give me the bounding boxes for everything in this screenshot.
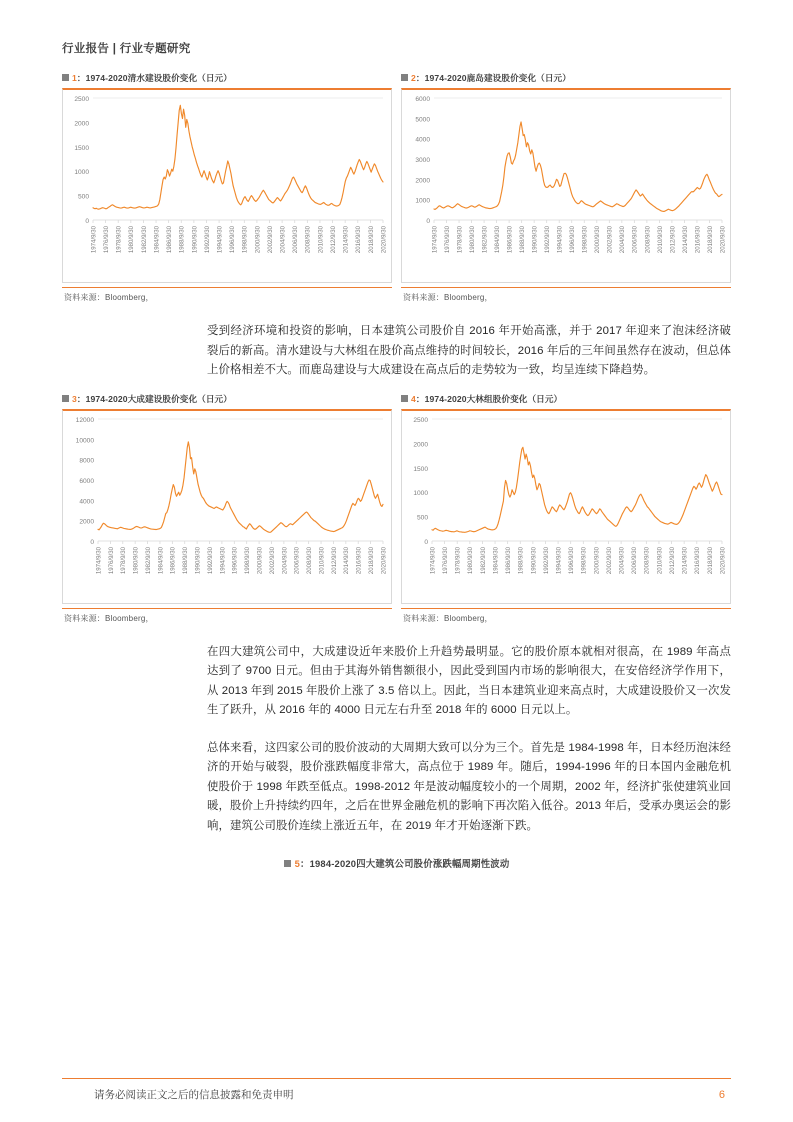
svg-text:1984/9/30: 1984/9/30	[492, 546, 500, 575]
figure-title-2: 鹿岛建设股价变化（日元）	[466, 73, 571, 83]
svg-text:2002/9/30: 2002/9/30	[605, 546, 613, 575]
svg-text:1992/9/30: 1992/9/30	[544, 226, 552, 254]
svg-text:1988/9/30: 1988/9/30	[519, 226, 527, 254]
svg-text:1500: 1500	[74, 144, 89, 152]
svg-text:1984/9/30: 1984/9/30	[157, 546, 165, 575]
svg-text:0: 0	[90, 538, 94, 546]
svg-text:1976/9/30: 1976/9/30	[103, 226, 111, 254]
figure-card-4	[401, 409, 731, 604]
bullet-square-icon	[284, 860, 291, 867]
svg-text:1974/9/30: 1974/9/30	[95, 546, 103, 575]
svg-text:1974/9/30: 1974/9/30	[431, 226, 439, 254]
svg-text:2014/9/30: 2014/9/30	[343, 546, 351, 575]
svg-text:2006/9/30: 2006/9/30	[293, 546, 301, 575]
figure-caption-1	[62, 71, 392, 85]
svg-text:2500: 2500	[74, 96, 89, 103]
footer-page-number: 6	[718, 1088, 725, 1101]
figure-source-3: 资料来源：Bloomberg，	[62, 608, 392, 625]
svg-text:1994/9/30: 1994/9/30	[555, 546, 563, 575]
svg-text:1980/9/30: 1980/9/30	[467, 546, 475, 575]
svg-text:3000: 3000	[415, 157, 430, 164]
svg-text:2016/9/30: 2016/9/30	[694, 226, 702, 254]
svg-text:2000/9/30: 2000/9/30	[256, 546, 264, 575]
svg-text:1000: 1000	[74, 169, 89, 177]
svg-text:1996/9/30: 1996/9/30	[569, 226, 577, 254]
figure-source-2: 资料来源：Bloomberg，	[401, 287, 731, 304]
svg-text:1978/9/30: 1978/9/30	[454, 546, 462, 575]
figure-row-top	[62, 71, 731, 304]
svg-text:8000: 8000	[79, 457, 94, 465]
figure-caption-2	[401, 71, 731, 85]
figure-title-1: 清水建设股价变化（日元）	[127, 73, 232, 83]
svg-text:2014/9/30: 2014/9/30	[342, 226, 350, 254]
svg-text:5000: 5000	[415, 116, 430, 124]
svg-text:500: 500	[77, 193, 89, 201]
svg-text:2018/9/30: 2018/9/30	[367, 226, 375, 254]
figure-range-5: 1984-2020	[309, 858, 357, 870]
svg-text:4000: 4000	[415, 136, 430, 144]
svg-text:10000: 10000	[75, 437, 94, 445]
svg-text:1978/9/30: 1978/9/30	[115, 226, 123, 254]
svg-text:2004/9/30: 2004/9/30	[279, 226, 287, 254]
svg-text:1982/9/30: 1982/9/30	[144, 546, 152, 575]
svg-text:2020/9/30: 2020/9/30	[380, 546, 388, 575]
svg-text:2000/9/30: 2000/9/30	[594, 226, 602, 254]
figure-source-1: 资料来源：Bloomberg，	[62, 287, 392, 304]
figure-block-3	[62, 392, 392, 625]
svg-text:0: 0	[424, 538, 428, 546]
stock-price-line-chart-2	[402, 90, 730, 282]
svg-text:2000: 2000	[74, 120, 89, 128]
bullet-square-icon	[62, 395, 69, 402]
figure-block-1	[62, 71, 392, 304]
svg-text:1994/9/30: 1994/9/30	[216, 226, 224, 254]
svg-text:2002/9/30: 2002/9/30	[266, 226, 274, 254]
figure-row-bottom	[62, 392, 731, 625]
figure-card-2	[401, 88, 731, 283]
page-footer	[62, 1078, 731, 1102]
figure-title-3: 大成建设股价变化（日元）	[127, 393, 232, 404]
svg-text:1974/9/30: 1974/9/30	[90, 226, 98, 254]
svg-text:1986/9/30: 1986/9/30	[506, 226, 514, 254]
svg-text:1982/9/30: 1982/9/30	[140, 226, 148, 254]
figure-block-4	[401, 392, 731, 625]
svg-text:1994/9/30: 1994/9/30	[556, 226, 564, 254]
svg-text:2012/9/30: 2012/9/30	[668, 546, 676, 575]
figure-colon-1: ：	[76, 73, 86, 83]
svg-text:12000: 12000	[75, 416, 94, 424]
svg-text:2018/9/30: 2018/9/30	[368, 546, 376, 575]
svg-text:1996/9/30: 1996/9/30	[568, 546, 576, 575]
chart-area-2	[402, 90, 730, 282]
svg-text:1992/9/30: 1992/9/30	[542, 546, 550, 575]
svg-text:2018/9/30: 2018/9/30	[706, 226, 714, 254]
svg-text:1998/9/30: 1998/9/30	[580, 546, 588, 575]
svg-text:1988/9/30: 1988/9/30	[178, 226, 186, 254]
figure-caption-5	[62, 856, 731, 870]
figure-colon-3: ：	[76, 393, 86, 404]
svg-text:1994/9/30: 1994/9/30	[219, 546, 227, 575]
svg-text:2500: 2500	[413, 416, 428, 424]
svg-text:2010/9/30: 2010/9/30	[656, 226, 664, 254]
svg-text:2010/9/30: 2010/9/30	[656, 546, 664, 575]
figure-5-placeholder	[62, 870, 731, 1040]
figure-number-3: 3	[72, 393, 77, 404]
figure-range-3: 1974-2020	[85, 393, 128, 404]
svg-text:1990/9/30: 1990/9/30	[194, 546, 202, 575]
figure-block-2	[401, 71, 731, 304]
svg-text:1990/9/30: 1990/9/30	[530, 546, 538, 575]
svg-text:1980/9/30: 1980/9/30	[128, 226, 136, 254]
svg-text:1986/9/30: 1986/9/30	[169, 546, 177, 575]
svg-text:2010/9/30: 2010/9/30	[317, 226, 325, 254]
svg-text:1990/9/30: 1990/9/30	[191, 226, 199, 254]
svg-text:2004/9/30: 2004/9/30	[619, 226, 627, 254]
svg-text:2010/9/30: 2010/9/30	[318, 546, 326, 575]
svg-text:6000: 6000	[415, 96, 430, 103]
svg-text:6000: 6000	[79, 477, 94, 485]
svg-text:1986/9/30: 1986/9/30	[166, 226, 174, 254]
svg-text:2008/9/30: 2008/9/30	[306, 546, 314, 575]
svg-text:2008/9/30: 2008/9/30	[304, 226, 312, 254]
svg-text:1996/9/30: 1996/9/30	[231, 546, 239, 575]
svg-text:1998/9/30: 1998/9/30	[241, 226, 249, 254]
figure-title-5: 四大建筑公司股价涨跌幅周期性波动	[356, 858, 510, 870]
svg-text:1986/9/30: 1986/9/30	[505, 546, 513, 575]
chart-area-3	[63, 411, 391, 603]
svg-text:2000/9/30: 2000/9/30	[254, 226, 262, 254]
svg-text:2000: 2000	[79, 518, 94, 526]
figure-number-2: 2	[411, 73, 416, 83]
figure-card-1	[62, 88, 392, 283]
figure-card-3	[62, 409, 392, 604]
figure-colon-4: ：	[415, 393, 425, 404]
svg-text:2012/9/30: 2012/9/30	[330, 546, 338, 575]
svg-text:0: 0	[426, 218, 430, 225]
figure-range-1: 1974-2020	[85, 73, 128, 83]
svg-text:1992/9/30: 1992/9/30	[206, 546, 214, 575]
svg-text:2004/9/30: 2004/9/30	[281, 546, 289, 575]
svg-text:2020/9/30: 2020/9/30	[719, 226, 727, 254]
paragraph-1: 受到经济环境和投资的影响，日本建筑公司股价自 2016 年开始高涨，并于 2017 年迎来了泡沫经济破裂后的新高。清水建设与大林组在股价高点维持的时间较长，2016 年后的三年间虽然存在波动，但总体上价格相差不大。而鹿岛建设与大成建设在高点后的走势较为一致，均呈连续下降趋势。	[207, 325, 731, 376]
svg-text:2008/9/30: 2008/9/30	[644, 226, 652, 254]
chart-area-1	[63, 90, 391, 282]
svg-text:2020/9/30: 2020/9/30	[380, 226, 388, 254]
svg-text:2016/9/30: 2016/9/30	[355, 226, 363, 254]
svg-text:2018/9/30: 2018/9/30	[706, 546, 714, 575]
svg-text:1996/9/30: 1996/9/30	[229, 226, 237, 254]
stock-price-line-chart-4	[402, 411, 730, 603]
svg-text:1980/9/30: 1980/9/30	[468, 226, 476, 254]
svg-text:1998/9/30: 1998/9/30	[244, 546, 252, 575]
svg-text:2002/9/30: 2002/9/30	[268, 546, 276, 575]
figure-caption-3	[62, 392, 392, 406]
page-header: 行业报告 | 行业专题研究	[62, 43, 191, 55]
bullet-square-icon	[62, 74, 69, 81]
svg-text:2012/9/30: 2012/9/30	[669, 226, 677, 254]
svg-text:500: 500	[416, 514, 428, 522]
svg-text:1976/9/30: 1976/9/30	[107, 546, 115, 575]
footer-disclaimer: 请务必阅读正文之后的信息披露和免责申明	[94, 1089, 294, 1101]
svg-text:2000/9/30: 2000/9/30	[593, 546, 601, 575]
svg-text:2000: 2000	[415, 177, 430, 185]
svg-text:2020/9/30: 2020/9/30	[719, 546, 727, 575]
bullet-square-icon	[401, 395, 408, 402]
svg-text:1992/9/30: 1992/9/30	[203, 226, 211, 254]
bullet-square-icon	[401, 74, 408, 81]
paragraph-3: 总体来看，这四家公司的股价波动的大周期大致可以分为三个。首先是 1984-1998 年，日本经历泡沫经济的开始与破裂，股价涨跌幅度非常大，高点位于 1989 年。随后，1994-1996 年的日本国内金融危机使股价于 1998 年跌至低点。1998-2012 年是波动幅度较小的一个周期，2002 年，经济扩张使建筑业回暖，股价上升持续约四年，之后在世界金融危机的影响下再次陷入低谷。2013 年后，受承办奥运会的影响，建筑公司股价连续上涨近五年，在 2019 年才开始逐渐下跌。	[207, 741, 731, 832]
figure-number-1: 1	[72, 73, 77, 83]
svg-text:1988/9/30: 1988/9/30	[182, 546, 190, 575]
svg-text:1982/9/30: 1982/9/30	[479, 546, 487, 575]
figure-number-4: 4	[411, 393, 416, 404]
svg-text:1976/9/30: 1976/9/30	[442, 546, 450, 575]
chart-area-4	[402, 411, 730, 603]
svg-text:1000: 1000	[413, 490, 428, 498]
figure-colon-2: ：	[415, 73, 425, 83]
svg-text:1974/9/30: 1974/9/30	[429, 546, 437, 575]
svg-text:1976/9/30: 1976/9/30	[443, 226, 451, 254]
svg-text:1000: 1000	[415, 197, 430, 205]
svg-text:4000: 4000	[79, 498, 94, 506]
svg-text:1982/9/30: 1982/9/30	[481, 226, 489, 254]
svg-text:1984/9/30: 1984/9/30	[153, 226, 161, 254]
paragraph-2: 在四大建筑公司中，大成建设近年来股价上升趋势最明显。它的股价原本就相对很高，在 1989 年高点达到了 9700 日元。但由于其海外销售额很小，因此受到国内市场的影响很大，在安倍经济学作用下，从 2013 年到 2015 年股价上涨了 3.5 倍以上。因此，当日本建筑业迎来高点时，大成建设股价又一次发生了跃升，从 2016 年的 4000 日元左右升至 2018 年的 6000 日元以上。	[207, 645, 731, 717]
svg-text:2014/9/30: 2014/9/30	[681, 226, 689, 254]
svg-text:1990/9/30: 1990/9/30	[531, 226, 539, 254]
figure-colon-5: ：	[300, 858, 310, 870]
svg-text:2006/9/30: 2006/9/30	[631, 226, 639, 254]
svg-text:1984/9/30: 1984/9/30	[494, 226, 502, 254]
stock-price-line-chart-1	[63, 90, 391, 282]
svg-text:2002/9/30: 2002/9/30	[606, 226, 614, 254]
svg-text:2004/9/30: 2004/9/30	[618, 546, 626, 575]
svg-text:1500: 1500	[413, 465, 428, 473]
svg-text:2012/9/30: 2012/9/30	[329, 226, 337, 254]
svg-text:1978/9/30: 1978/9/30	[120, 546, 128, 575]
svg-text:2014/9/30: 2014/9/30	[681, 546, 689, 575]
svg-text:2008/9/30: 2008/9/30	[643, 546, 651, 575]
figure-source-4: 资料来源：Bloomberg，	[401, 608, 731, 625]
svg-text:1998/9/30: 1998/9/30	[581, 226, 589, 254]
figure-number-5: 5	[294, 858, 300, 870]
figure-title-4: 大林组股价变化（日元）	[466, 393, 563, 404]
figure-range-4: 1974-2020	[424, 393, 467, 404]
svg-text:2006/9/30: 2006/9/30	[631, 546, 639, 575]
figure-range-2: 1974-2020	[424, 73, 467, 83]
svg-text:2006/9/30: 2006/9/30	[292, 226, 300, 254]
svg-text:2016/9/30: 2016/9/30	[694, 546, 702, 575]
svg-text:2000: 2000	[413, 441, 428, 449]
svg-text:1988/9/30: 1988/9/30	[517, 546, 525, 575]
stock-price-line-chart-3	[63, 411, 391, 603]
svg-text:2016/9/30: 2016/9/30	[355, 546, 363, 575]
svg-text:1980/9/30: 1980/9/30	[132, 546, 140, 575]
figure-caption-4	[401, 392, 731, 406]
svg-text:1978/9/30: 1978/9/30	[456, 226, 464, 254]
svg-text:0: 0	[85, 218, 89, 225]
